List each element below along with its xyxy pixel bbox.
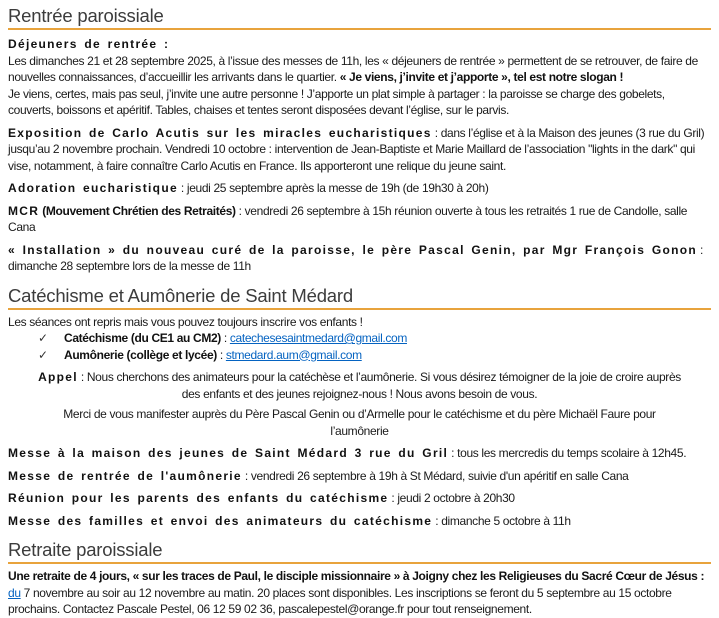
check-icon: ✓ — [38, 331, 49, 345]
retraite-bold-intro: Une retraite de 4 jours, « sur les traces de Paul, le disciple missionnaire » à Joigny chez les Religieuses du Sacré Cœur de Jésus : — [8, 569, 705, 583]
paragraph-messe-rentree — [8, 468, 711, 485]
dejeuners-slogan: « Je viens, j’invite et j’apporte », tel est notre slogan ! — [339, 70, 624, 84]
paragraph-installation — [8, 242, 711, 275]
adoration-text: : jeudi 25 septembre après la messe de 19h (de 19h30 à 20h) — [177, 181, 489, 195]
catechisme-email-link[interactable]: catechesesaintmedard@gmail.com — [229, 331, 407, 345]
exposition-text: : dans l’église et à la Maison des jeunes (3 rue du Gril) jusqu’au 2 novembre prochain. Vendredi 10 octobre : intervention de Jean-Baptiste et Marie Maillard de l’association "lights in the dark" qui vise, notamment, à faire connaître Carlo Acutis en France. Ils apporteront une relique du jeune saint. — [8, 125, 705, 173]
orange-divider — [8, 308, 711, 310]
retraite-du-link[interactable]: du — [8, 585, 21, 600]
mcr-text: : vendredi 26 septembre à 15h réunion ouverte à tous les retraités 1 rue de Candolle, salle Cana — [8, 203, 688, 234]
paragraph-appel — [8, 369, 711, 402]
mcr-parenthetical: (Mouvement Chrétien des Retraités) — [39, 203, 236, 218]
heading-exposition: Exposition de Carlo Acutis sur les miracles eucharistiques — [8, 125, 432, 140]
heading-messe-rentree: Messe de rentrée de l'aumônerie — [8, 468, 242, 483]
messe-familles-text: : dimanche 5 octobre à 11h — [432, 513, 571, 528]
aumonerie-label: Aumônerie (collège et lycée) — [64, 347, 217, 362]
heading-dejeuners: Déjeuners de rentrée : — [8, 37, 170, 51]
paragraph-messe-maison — [8, 445, 711, 462]
paragraph-merci: Merci de vous manifester auprès du Père Pascal Genin ou d’Armelle pour le catéchisme et du père Michaël Faure pour l’aumônerie — [63, 407, 656, 438]
section-title-rentree-paroissiale: Rentrée paroissiale — [8, 5, 164, 26]
list-item-catechisme — [8, 330, 711, 347]
paragraph-adoration — [8, 180, 711, 197]
installation-text: : dimanche 28 septembre lors de la messe de 11h — [8, 242, 704, 273]
list-item-aumonerie — [8, 347, 711, 364]
section-title-retraite-paroissiale: Retraite paroissiale — [8, 539, 163, 560]
paragraph-dejeuners — [8, 36, 711, 119]
paragraph-reunion-parents — [8, 490, 711, 507]
reunion-parents-text: : jeudi 2 octobre à 20h30 — [388, 491, 515, 505]
dejeuners-text-2: Je viens, certes, mais pas seul, j’invite une autre personne ! J’apporte un plat simple à partager : la paroisse se charge des gobelets, couverts, boissons et apéritif. Tables, chaises et tentes seront disposées devant l’église, sur le parvis. — [8, 86, 665, 117]
orange-divider — [8, 28, 711, 30]
catechisme-intro: Les séances ont repris mais vous pouvez toujours inscrire vos enfants ! — [8, 314, 363, 329]
heading-messe-maison: Messe à la maison des jeunes de Saint Médard 3 rue du Gril — [8, 446, 449, 460]
heading-messe-familles: Messe des familles et envoi des animateurs du catéchisme — [8, 513, 433, 528]
paragraph-retraite — [8, 568, 711, 618]
heading-adoration: Adoration eucharistique — [8, 181, 178, 195]
paragraph-exposition — [8, 125, 711, 175]
retraite-text: 7 novembre au soir au 12 novembre au matin. 20 places sont disponibles. Les inscriptions se feront du 5 septembre au 15 octobre prochains. Contactez Pascale Pestel, 06 12 59 02 36, pascalepestel@orange.fr pour tout renseignement. — [8, 585, 672, 616]
heading-reunion-parents: Réunion pour les parents des enfants du catéchisme — [8, 491, 389, 505]
paragraph-mcr — [8, 203, 711, 236]
messe-rentree-text: : vendredi 26 septembre à 19h à St Médard, suivie d'un apéritif en salle Cana — [241, 468, 629, 483]
aumonerie-separator: : — [216, 347, 226, 362]
catechisme-separator: : — [220, 331, 230, 345]
paragraph-messe-familles — [8, 513, 711, 530]
dejeuners-text: Les dimanches 21 et 28 septembre 2025, à l’issue des messes de 11h, les « déjeuners de rentrée » permettent de se retrouver, de faire de nouvelles connaissances, d’accueillir les arrivants dans le quartier. — [8, 53, 698, 84]
aumonerie-email-link[interactable]: stmedard.aum@gmail.com — [225, 347, 362, 362]
section-title-catechisme-aumonerie: Catéchisme et Aumônerie de Saint Médard — [8, 284, 353, 306]
heading-mcr: MCR — [8, 203, 40, 218]
orange-divider — [8, 562, 711, 564]
appel-text: : Nous cherchons des animateurs pour la catéchèse et l’aumônerie. Si vous désirez témoigner de la joie de croire auprès des enfants et des jeunes rejoignez-nous ! Nous avons besoin de vous. — [77, 370, 681, 401]
messe-maison-text: : tous les mercredis du temps scolaire à 12h45. — [448, 446, 687, 460]
heading-installation: « Installation » du nouveau curé de la paroisse, le père Pascal Genin, par Mgr François Gonon — [8, 242, 698, 257]
check-icon: ✓ — [38, 347, 49, 362]
heading-appel: Appel — [38, 370, 78, 384]
catechisme-label: Catéchisme (du CE1 au CM2) — [64, 331, 221, 345]
